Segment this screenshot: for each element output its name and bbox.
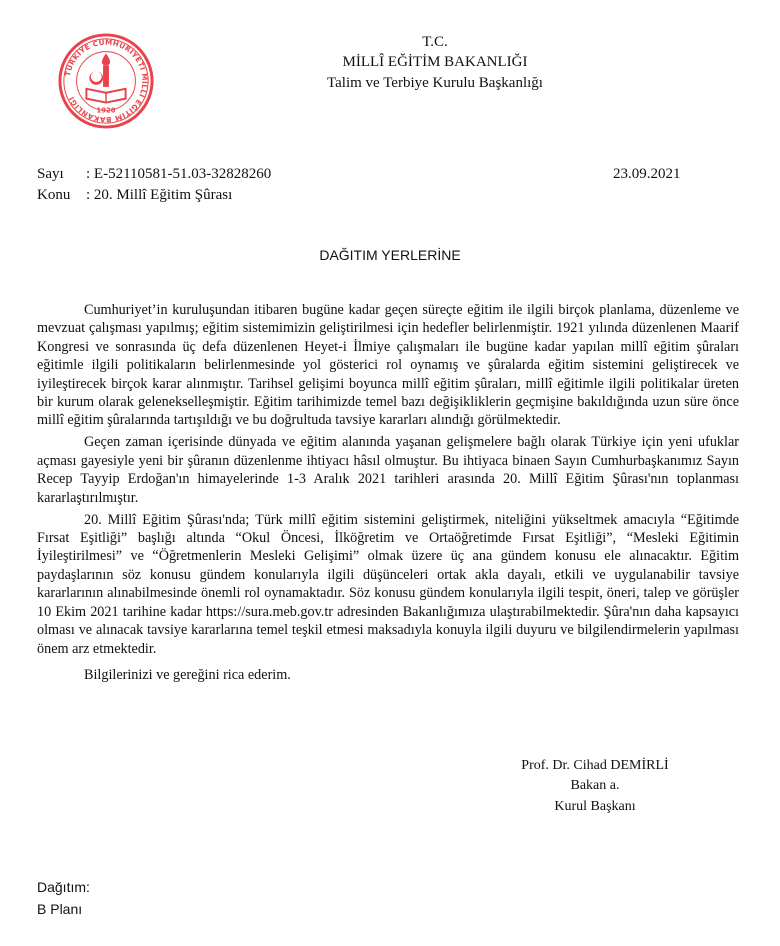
document-date: 23.09.2021: [613, 166, 681, 182]
signatory-role: Bakan a.: [570, 778, 620, 793]
header-tc: T.C.: [422, 34, 448, 50]
letter-body: [37, 301, 739, 688]
sayi-label: Sayı: [37, 166, 64, 182]
header-board: Talim ve Terbiye Kurulu Başkanlığı: [327, 75, 543, 91]
ministry-seal-logo: [57, 32, 155, 130]
body-closing: Bilgilerinizi ve gereğini rica ederim.: [84, 666, 291, 683]
signatory-title: Kurul Başkanı: [554, 799, 636, 814]
flame-icon: [102, 54, 110, 66]
distribution-value: B Planı: [37, 901, 83, 917]
header-ministry: MİLLÎ EĞİTİM BAKANLIĞI: [342, 54, 528, 70]
konu-label: Konu: [37, 187, 71, 203]
body-paragraph-1: Cumhuriyet’in kuruluşundan itibaren bugüne kadar geçen süreçte eğitim ile ilgili birçok planlama, düzenleme ve mevzuat çalışması yapılmış; eğitim sistemimizin geliştirilmesi için hedefler belirlenmiştir. 1921 yılında düzenlenen Maarif Kongresi ve sonrasında üç defa düzenlenen Heyet-i İlmiye çalışmaları ile bugüne kadar yapılan millî eğitim şûraları eğitimle ilgili politikaların belirlenmesinde yol gösterici rol oynamış ve şûralarda eğitim sistemini geliştirecek ve iyileştirecek birçok karar alınmıştır. Tarihsel gelişimi boyunca millî eğitim şûraları, millî eğitimle ilgili politikalar üreten bir kurum olarak gelenekselleşmiştir. Eğitim tarihimizde temel bazı değişikliklerin geçmişine bakıldığında uzun süre önce millî eğitim şûralarında tartışıldığı ve bu doğrultuda tavsiye kararları alındığı görülmektedir.: [37, 302, 739, 429]
body-paragraph-3: 20. Millî Eğitim Şûrası'nda; Türk millî eğitim sistemini geliştirmek, niteliğini yükseltmek amacıyla “Eğitimde Fırsat Eşitliği” başlığı altında “Okul Öncesi, İlköğretim ve Ortaöğretimde Fırsat Eşitliği”, “Mesleki Eğitimin İyileştirilmesi” ve “Öğretmenlerin Mesleki Gelişimi” olmak üzere üç ana gündem konusu ele alınacaktır. Eğitim paydaşlarının söz konusu gündem konularıyla ilgili düşünceleri ortak akla dayalı, etkili ve uygulanabilir tavsiye kararlarının alınabilmesinde önemli rol oynamaktadır. Söz konusu gündem konularıyla ilgili tespit, öneri, talep ve görüşler 10 Ekim 2021 tarihine kadar https://sura.meb.gov.tr adresinden Bakanlığımıza ulaştırabilmektedir. Şûra'nın daha kapsayıcı olması ve alınacak tavsiye kararlarına temel teşkil etmesi maksadıyla konuyla ilgili duyuru ve bilgilendirmelerin yapılması önem arz etmektedir.: [37, 511, 739, 657]
seal-text: TÜRKİYE CUMHURİYETİ MİLLÎ EĞİTİM BAKANLIĞI: [63, 37, 150, 125]
body-paragraph-2: Geçen zaman içerisinde dünyada ve eğitim alanında yaşanan gelişmelere bağlı olarak Türkiye için yeni ufuklar açması gayesiyle yeni bir şûranın düzenlenme ihtiyacı hâsıl olmuştur. Bu ihtiyaca binaen Sayın Cumhurbaşkanımız Sayın Recep Tayyip Erdoğan'ın himayelerinde 1-3 Aralık 2021 tarihleri arasında 20. Millî Eğitim Şûrası'nın toplanması kararlaştırılmıştır.: [37, 434, 739, 506]
sayi-value: : E-52110581-51.03-32828260: [86, 166, 272, 182]
torch-icon: [103, 65, 109, 87]
signatory-name: Prof. Dr. Cihad DEMİRLİ: [521, 758, 669, 773]
document-title: DAĞITIM YERLERİNE: [319, 247, 461, 263]
crescent-icon: [89, 71, 103, 85]
distribution-label: Dağıtım:: [37, 879, 90, 895]
konu-value: : 20. Millî Eğitim Şûrası: [86, 187, 233, 203]
seal-year: 1920: [96, 106, 116, 115]
